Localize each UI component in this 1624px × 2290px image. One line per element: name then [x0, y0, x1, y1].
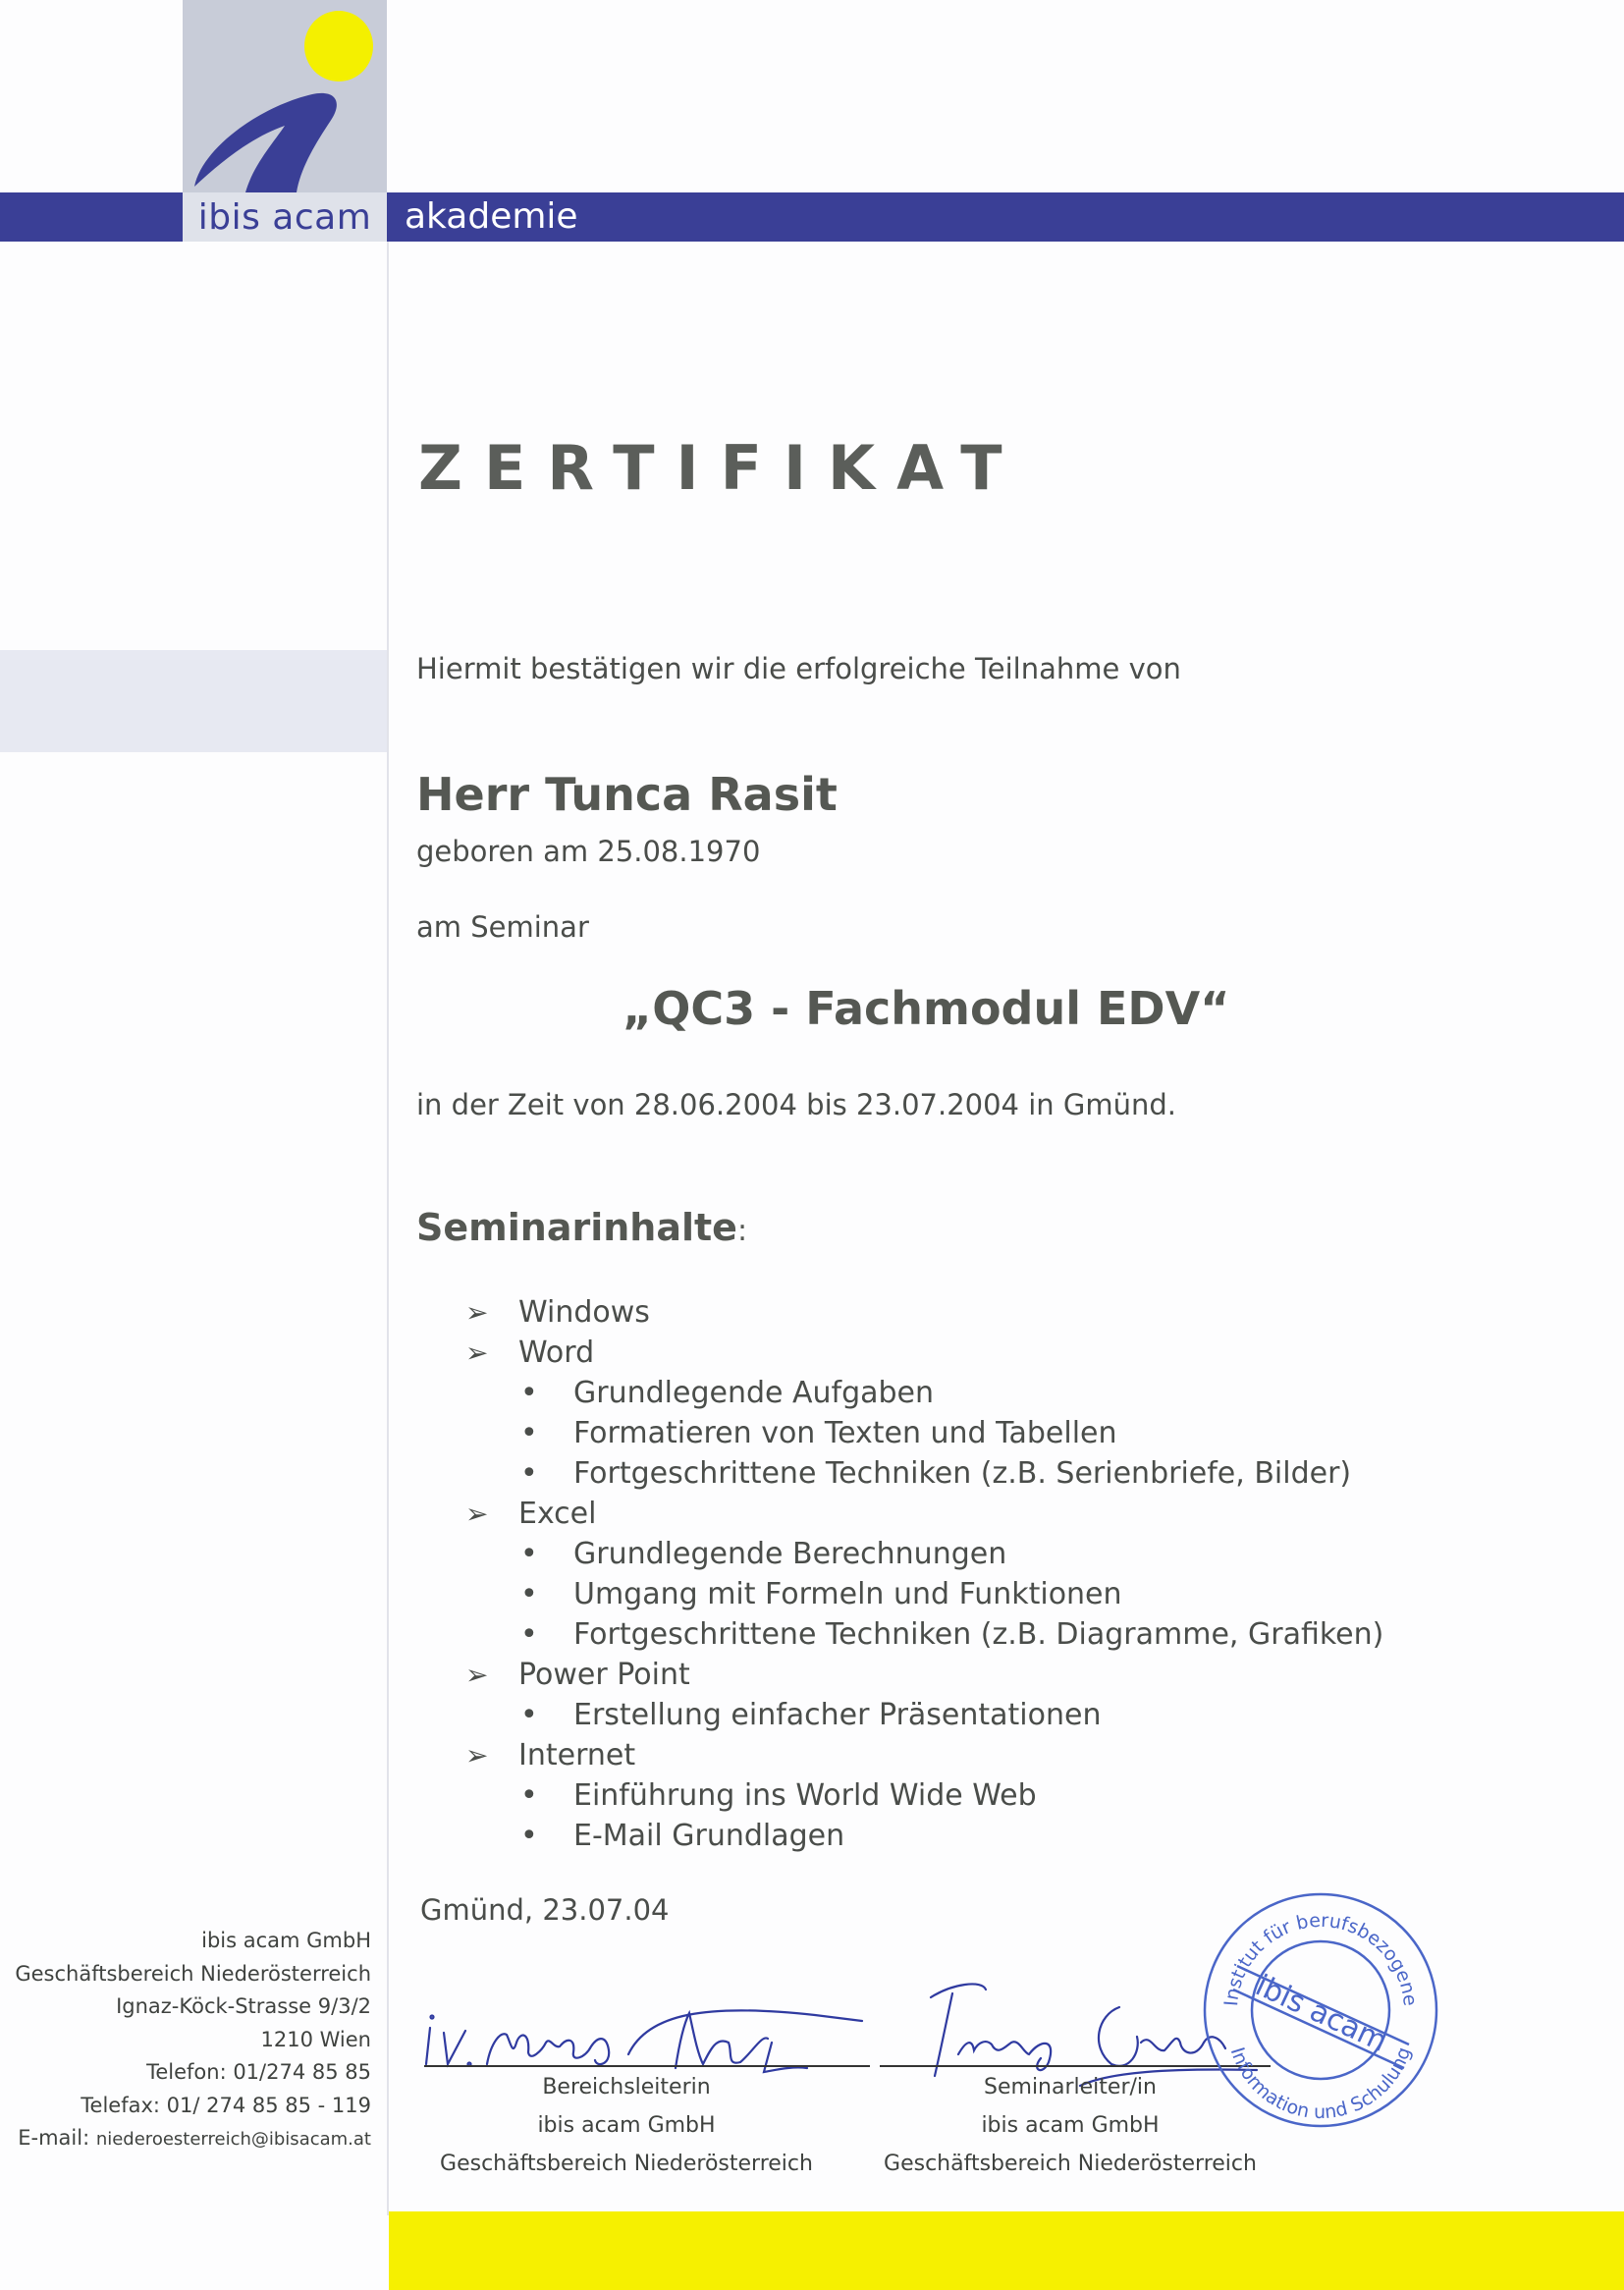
content-subtopic: • Grundlegende Berechnungen — [465, 1534, 1447, 1574]
content-subtopics — [465, 1373, 1447, 1494]
content-subtopic: • Fortgeschrittene Techniken (z.B. Serienbriefe, Bilder) — [465, 1453, 1447, 1494]
certificate-title: ZERTIFIKAT — [418, 432, 1024, 504]
footer-bar — [389, 2211, 1624, 2290]
content-subtopic: • Formatieren von Texten und Tabellen — [465, 1413, 1447, 1453]
intro-text: Hiermit bestätigen wir die erfolgreiche Teilnahme von — [416, 652, 1181, 685]
content-subtopic: • Grundlegende Aufgaben — [465, 1373, 1447, 1413]
content-topic: ➢ Word — [465, 1333, 1447, 1373]
contents-heading-label: Seminarinhalte — [416, 1206, 737, 1249]
svg-text:Institut für berufsbezogene — [1220, 1910, 1421, 2007]
left-signature-caption — [420, 2068, 833, 2183]
address-email-row — [0, 2122, 371, 2156]
content-subtopics — [465, 1775, 1447, 1856]
content-subtopic: • E-Mail Grundlagen — [465, 1816, 1447, 1856]
content-subtopic: • Erstellung einfacher Präsentationen — [465, 1695, 1447, 1735]
content-subtopic: • Einführung ins World Wide Web — [465, 1775, 1447, 1816]
svg-text:Information und Schulung — [1226, 2045, 1416, 2123]
address-street: Ignaz-Köck-Strasse 9/3/2 — [116, 1994, 371, 2018]
address-fax: Telefax: 01/ 274 85 85 - 119 — [81, 2093, 371, 2117]
seminar-label: am Seminar — [416, 910, 589, 944]
contents-heading-colon: : — [736, 1214, 748, 1248]
content-topic: ➢ Internet — [465, 1735, 1447, 1775]
content-subtopic: • Umgang mit Formeln und Funktionen — [465, 1574, 1447, 1614]
content-topic: ➢ Windows — [465, 1292, 1447, 1333]
left-signer-division: Geschäftsbereich Niederösterreich — [440, 2152, 813, 2176]
address-email-label: E-mail: — [18, 2126, 96, 2150]
right-signer-company: ibis acam GmbH — [981, 2113, 1160, 2138]
right-signer-role: Seminarleiter/in — [984, 2075, 1157, 2099]
stamp-top-text: Institut für berufsbezogene — [1220, 1909, 1422, 2007]
address-email: niederoesterreich@ibisacam.at — [95, 2129, 371, 2150]
right-signer-division: Geschäftsbereich Niederösterreich — [884, 2152, 1257, 2176]
seminar-period: in der Zeit von 28.06.2004 bis 23.07.2004 in Gmünd. — [416, 1088, 1176, 1121]
content-subtopics — [465, 1695, 1447, 1735]
company-address — [0, 1925, 371, 2156]
seminar-contents-list — [465, 1292, 1447, 1856]
ibis-logo-icon — [183, 0, 387, 192]
left-margin-shade — [0, 650, 387, 752]
place-date: Gmünd, 23.07.04 — [420, 1893, 670, 1927]
address-phone: Telefon: 01/274 85 85 — [146, 2060, 371, 2084]
address-division: Geschäftsbereich Niederösterreich — [15, 1961, 371, 1986]
content-topic: ➢ Power Point — [465, 1655, 1447, 1695]
stamp-center-text: ibis acam — [1250, 1968, 1393, 2059]
address-company: ibis acam GmbH — [201, 1929, 371, 1952]
address-city: 1210 Wien — [260, 2027, 371, 2051]
content-subtopic: • Fortgeschrittene Techniken (z.B. Diagramme, Grafiken) — [465, 1614, 1447, 1655]
left-signer-company: ibis acam GmbH — [537, 2113, 716, 2138]
participant-name: Herr Tunca Rasit — [416, 768, 838, 821]
contents-heading — [416, 1206, 747, 1249]
left-column-rule — [387, 242, 389, 2215]
content-subtopics — [465, 1534, 1447, 1655]
company-stamp-icon — [1198, 1887, 1443, 2133]
left-signature-line — [424, 2065, 870, 2067]
content-topic: ➢ Excel — [465, 1494, 1447, 1534]
logo-label-box — [183, 192, 387, 242]
header-band-text: akademie — [405, 196, 578, 237]
logo-label: ibis acam — [197, 196, 372, 238]
course-title: „QC3 - Fachmodul EDV“ — [623, 982, 1230, 1035]
birth-date: geboren am 25.08.1970 — [416, 835, 761, 868]
left-signer-role: Bereichsleiterin — [542, 2075, 711, 2099]
stamp-bottom-text: Information und Schulung — [1225, 2044, 1416, 2124]
